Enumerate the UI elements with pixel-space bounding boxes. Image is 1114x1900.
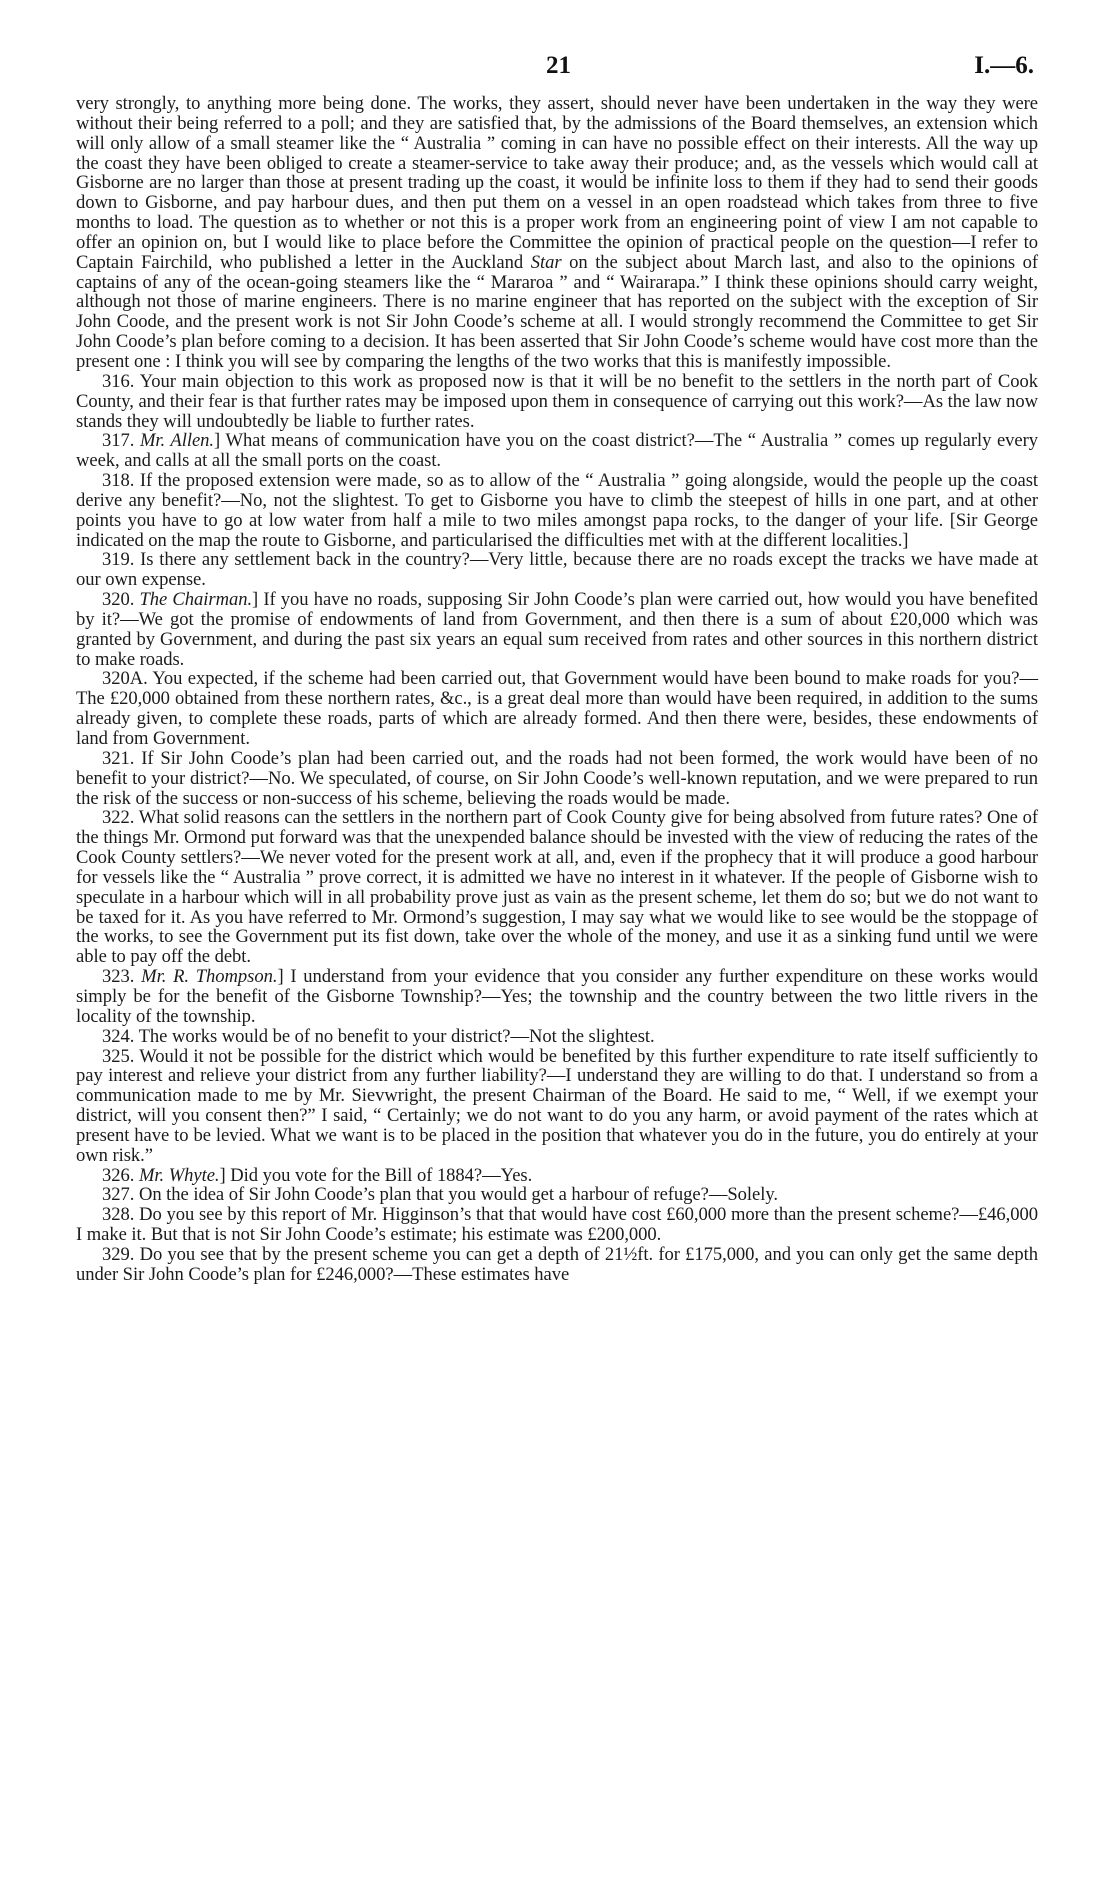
paragraph-intro <box>76 94 1038 372</box>
text-run: 317. <box>102 430 140 452</box>
page-number: 21 <box>546 52 571 79</box>
question-323 <box>76 967 1038 1027</box>
text-run: 316. Your main objection to this work as proposed now is that it will be no benefit to the settlers in the north part of Cook County, and their fear is that further rates may be imposed upon them in consequence of carrying out this work?—As the law now stands they will undoubtedly be liable to further rates. <box>76 370 1038 432</box>
question-322 <box>76 808 1038 967</box>
document-page <box>76 52 1038 1285</box>
question-319 <box>76 550 1038 590</box>
question-326 <box>76 1166 1038 1186</box>
speaker-name: Star <box>530 251 562 273</box>
text-run: ] I understand from your evidence that you consider any further expenditure on these works would simply be for the benefit of the Gisborne Township?—Yes; the township and the country between the two little rivers in the locality of the township. <box>76 966 1038 1027</box>
text-run: on the subject about March last, and also to the opinions of captains of any of the ocean-going steamers like the “ Mararoa ” and “ Wairarapa.” I think these opinions should carry weight, although not those of marine engineers. There is no marine engineer that has reported on the subject with the exception of Sir John Coode, and the present work is not Sir John Coode’s scheme at all. I would strongly recommend the Committee to get Sir John Coode’s plan before coming to a decision. It has been asserted that Sir John Coode’s scheme would have cost more than the present one : I think you will see by comparing the lengths of the two works that this is manifestly impossible. <box>76 251 1038 372</box>
text-run: 320A. You expected, if the scheme had been carried out, that Government would have been bound to make roads for you?—The £20,000 obtained from these northern rates, &c., is a great deal more than would have been required, in addition to the sums already given, to complete these roads, parts of which are already formed. And then there were, besides, these endowments of land from Government. <box>76 668 1038 749</box>
question-318 <box>76 471 1038 550</box>
speaker-name: Mr. Allen. <box>139 430 215 452</box>
question-320a <box>76 669 1038 748</box>
text-run: 327. On the idea of Sir John Coode’s plan that you would get a harbour of refuge?—Solely. <box>102 1184 778 1206</box>
speaker-name: Mr. R. Thompson. <box>141 966 278 988</box>
text-run: 321. If Sir John Coode’s plan had been carried out, and the roads had not been formed, the work would have been of no benefit to your district?—No. We speculated, of course, on Sir John Coode’s well-known reputation, and we were prepared to run the risk of the success or non-success of his scheme, believing the roads would be made. <box>76 747 1038 809</box>
question-327 <box>76 1185 1038 1205</box>
question-320 <box>76 590 1038 669</box>
text-run: ] If you have no roads, supposing Sir John Coode’s plan were carried out, how would you have benefited by it?—We got the promise of endowments of land from Government, and then there is a sum of about £20,000 which was granted by Government, and during the past six years an equal sum received from rates and other sources in this northern district to make roads. <box>76 589 1038 670</box>
text-run: 318. If the proposed extension were made, so as to allow of the “ Australia ” going alongside, would the people up the coast derive any benefit?—No, not the slightest. To get to Gisborne you have to climb the steepest of hills in one part, and at other points you have to go at low water from half a mile to two miles amongst papa rocks, to the danger of your life. [Sir George indicated on the map the route to Gisborne, and particularised the difficulties met with at the different localities.] <box>76 470 1038 551</box>
text-run: 322. What solid reasons can the settlers in the northern part of Cook County give for being absolved from future rates? One of the things Mr. Ormond put forward was that the unexpended balance should be invested with the view of reducing the rates of the Cook County settlers?—We never voted for the present work at all, and, even if the prophecy that it will produce a good harbour for vessels like the “ Australia ” prove correct, it is admitted we have no interest in it whatever. If the people of Gisborne wish to speculate in a harbour which will in all probability prove just as vain as the present scheme, let them do so; but we do not want to be taxed for it. As you have referred to Mr. Ormond’s suggestion, I may say what we would like to see would be the stoppage of the works, to see the Government put its fist down, take over the whole of the money, and use it as a sinking fund until we were able to pay off the debt. <box>76 807 1038 968</box>
text-run: 329. Do you see that by the present scheme you can get a depth of 21½ft. for £175,000, and you can only get the same depth under Sir John Coode’s plan for £246,000?—These estimates have <box>76 1243 1038 1285</box>
page-header <box>76 52 1038 94</box>
text-run: very strongly, to anything more being done. The works, they assert, should never have been undertaken in the way they were without their being referred to a poll; and they are satisfied that, by the admissions of the Board themselves, an extension which will only allow of a small steamer like the “ Australia ” coming in can have no possible effect on their interests. All the way up the coast they have been obliged to create a steamer-service to take away their produce; and, as the vessels which would call at Gisborne are no larger than those at present trading up the coast, it would be infinite loss to them if they had to send their goods down to Gisborne, and pay harbour dues, and then put them on a vessel in an open roadstead which takes from three to five months to load. The question as to whether or not this is a proper work from an engineering point of view I am not capable to offer an opinion on, but I would like to place before the Committee the opinion of practical people on the question—I refer to Captain Fairchild, who published a letter in the Auckland <box>76 93 1038 273</box>
body-text <box>76 94 1038 1285</box>
question-328 <box>76 1205 1038 1245</box>
text-run: 324. The works would be of no benefit to your district?—Not the slightest. <box>102 1025 655 1047</box>
question-316 <box>76 372 1038 432</box>
speaker-name: The Chairman. <box>139 589 253 611</box>
text-run: ] Did you vote for the Bill of 1884?—Yes. <box>219 1164 533 1186</box>
speaker-name: Mr. Whyte. <box>138 1164 220 1186</box>
question-324 <box>76 1027 1038 1047</box>
question-317 <box>76 431 1038 471</box>
text-run: ] What means of communication have you on the coast district?—The “ Australia ” comes up regularly every week, and calls at all the small ports on the coast. <box>76 430 1038 472</box>
question-325 <box>76 1047 1038 1166</box>
text-run: 328. Do you see by this report of Mr. Higginson’s that that would have cost £60,000 more than the present scheme?—£46,000 I make it. But that is not Sir John Coode’s estimate; his estimate was £200,000. <box>76 1204 1038 1246</box>
text-run: 323. <box>102 966 142 988</box>
text-run: 325. Would it not be possible for the district which would be benefited by this further expenditure to rate itself sufficiently to pay interest and relieve your district from any further liability?—I understand they are willing to do that. I understand so from a communication made to me by Mr. Sievwright, the present Chairman of the Board. He said to me, “ Well, if we exempt your district, will you consent then?” I said, “ Certainly; we do not want to do you any harm, or avoid payment of the rates which at present have to be levied. What we want is to be placed in the position that whatever you do in the future, you do entirely at your own risk.” <box>76 1045 1038 1166</box>
document-reference: I.—6. <box>974 52 1034 79</box>
question-329 <box>76 1245 1038 1285</box>
text-run: 320. <box>102 589 140 611</box>
question-321 <box>76 749 1038 809</box>
text-run: 319. Is there any settlement back in the country?—Very little, because there are no roads except the tracks we have made at our own expense. <box>76 549 1038 591</box>
text-run: 326. <box>102 1164 139 1186</box>
